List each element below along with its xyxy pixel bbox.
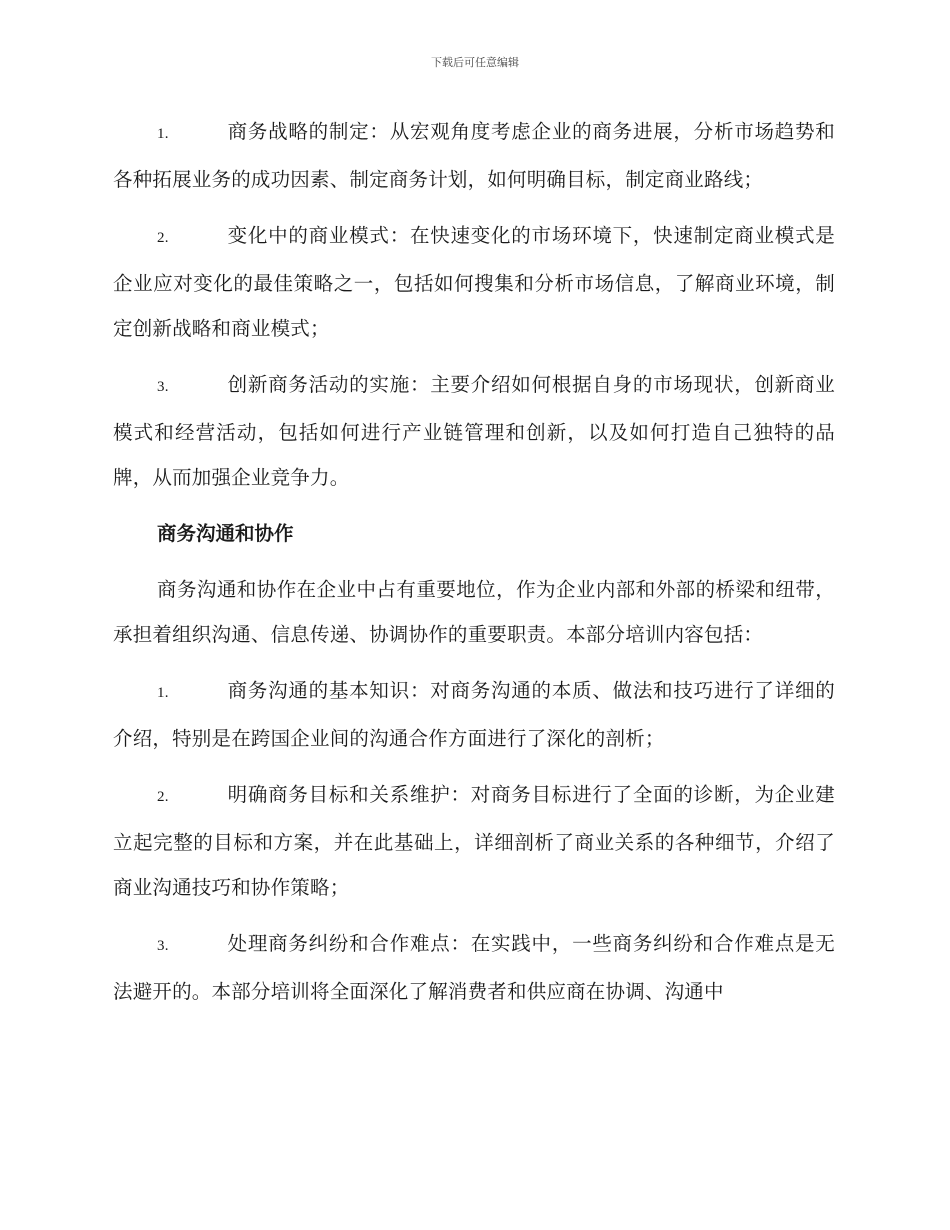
list-number: 2. [157, 230, 169, 246]
list-number: 3. [157, 379, 169, 395]
page-header: 下载后可任意编辑 [431, 56, 519, 69]
list-item-text: 变化中的商业模式：在快速变化的市场环境下，快速制定商业模式是企业应对变化的最佳策略之一，包括如何搜集和分析市场信息，了解商业环境，制定创新战略和商业模式； [113, 224, 835, 340]
document-body [113, 109, 835, 1025]
list-number: 1. [157, 126, 169, 142]
list-item-text: 商务战略的制定：从宏观角度考虑企业的商务进展，分析市场趋势和各种拓展业务的成功因素、制定商务计划，如何明确目标，制定商业路线； [113, 120, 835, 191]
list-item [113, 362, 835, 500]
list-item [113, 772, 835, 910]
list-number: 2. [157, 789, 169, 805]
list-item [113, 921, 835, 1014]
list-item-text: 商务沟通的基本知识：对商务沟通的本质、做法和技巧进行了详细的介绍，特别是在跨国企业间的沟通合作方面进行了深化的剖析； [113, 679, 835, 750]
section-intro-paragraph: 商务沟通和协作在企业中占有重要地位，作为企业内部和外部的桥梁和纽带，承担着组织沟通、信息传递、协调协作的重要职责。本部分培训内容包括： [113, 578, 835, 646]
list-number: 3. [157, 938, 169, 954]
list-number: 1. [157, 685, 169, 701]
list-item [113, 109, 835, 202]
list-item [113, 668, 835, 761]
list-item-text: 处理商务纠纷和合作难点：在实践中，一些商务纠纷和合作难点是无法避开的。本部分培训将全面深化了解消费者和供应商在协调、沟通中 [113, 932, 835, 1003]
list-item [113, 213, 835, 351]
list-item-text: 明确商务目标和关系维护：对商务目标进行了全面的诊断，为企业建立起完整的目标和方案，并在此基础上，详细剖析了商业关系的各种细节，介绍了商业沟通技巧和协作策略； [113, 783, 835, 899]
section-heading: 商务沟通和协作 [157, 522, 294, 545]
list-item-text: 创新商务活动的实施：主要介绍如何根据自身的市场现状，创新商业模式和经营活动，包括如何进行产业链管理和创新，以及如何打造自己独特的品牌，从而加强企业竞争力。 [113, 373, 835, 489]
